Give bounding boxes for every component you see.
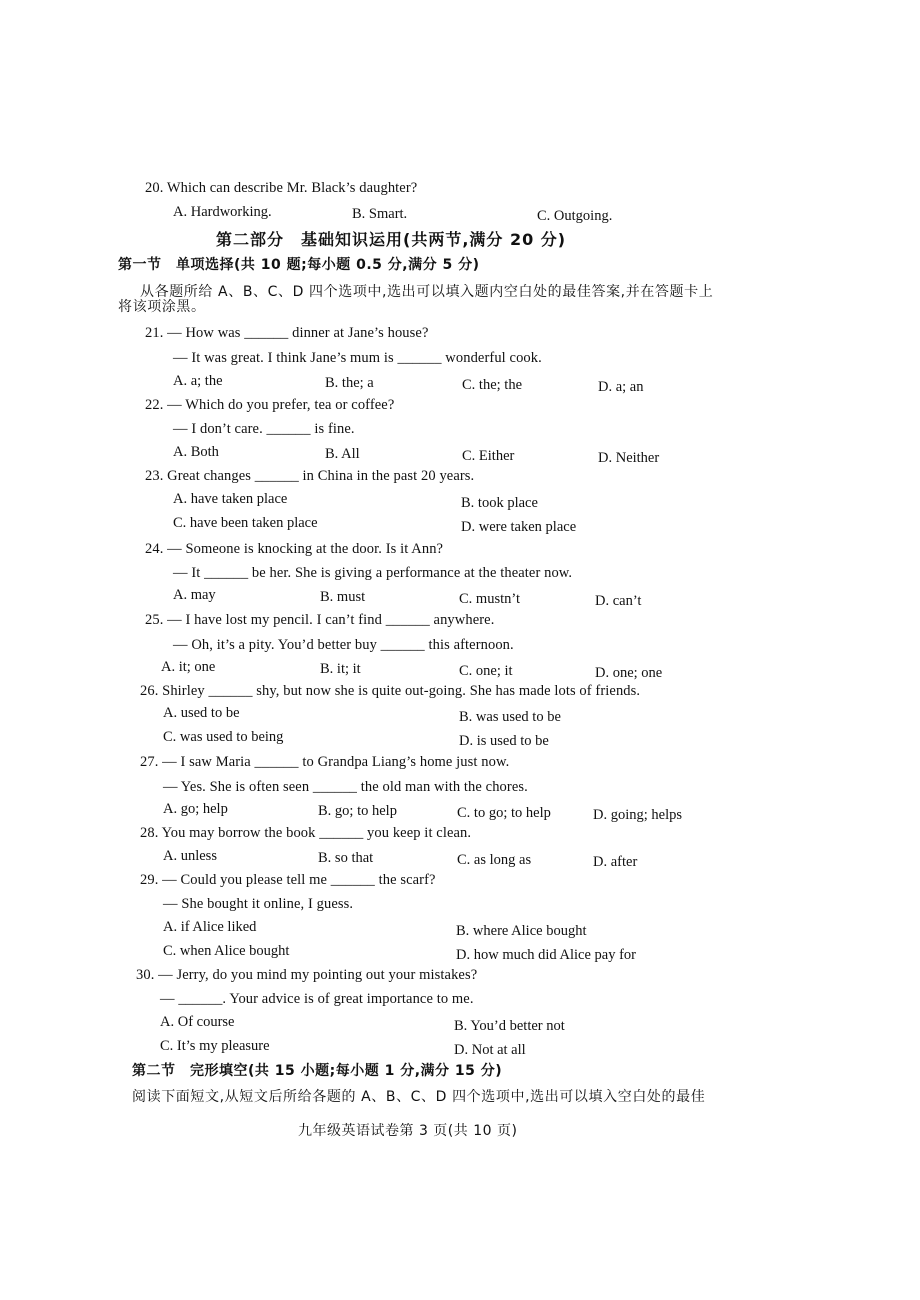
question-28-option-b: B. so that bbox=[318, 850, 374, 866]
question-25-line2: — Oh, it’s a pity. You’d better buy ______ this afternoon. bbox=[173, 637, 514, 653]
question-21-line2: — It was great. I think Jane’s mum is ______ wonderful cook. bbox=[173, 350, 542, 366]
section1-instructions-line2: 将该项涂黑。 bbox=[118, 299, 206, 315]
question-22-option-d: D. Neither bbox=[598, 450, 660, 466]
question-23-line1: 23. Great changes ______ in China in the past 20 years. bbox=[145, 468, 475, 484]
part2-title: 第二部分 基础知识运用(共两节,满分 20 分) bbox=[216, 230, 567, 249]
question-26-line1: 26. Shirley ______ shy, but now she is quite out-going. She has made lots of friends. bbox=[140, 683, 641, 699]
question-20-stem: 20. Which can describe Mr. Black’s daughter? bbox=[145, 180, 418, 196]
question-25-option-a: A. it; one bbox=[161, 659, 216, 675]
question-21-option-a: A. a; the bbox=[173, 373, 223, 389]
section1-instructions-line1: 从各题所给 A、B、C、D 四个选项中,选出可以填入题内空白处的最佳答案,并在答题卡上 bbox=[140, 284, 714, 300]
question-25-option-b: B. it; it bbox=[320, 661, 361, 677]
question-21-option-c: C. the; the bbox=[462, 377, 523, 393]
question-30-line1: 30. — Jerry, do you mind my pointing out your mistakes? bbox=[136, 967, 478, 983]
question-24-line2: — It ______ be her. She is giving a performance at the theater now. bbox=[173, 565, 573, 581]
question-29-option-d: D. how much did Alice pay for bbox=[456, 947, 637, 963]
question-26-option-b: B. was used to be bbox=[459, 709, 561, 725]
question-21-line1: 21. — How was ______ dinner at Jane’s house? bbox=[145, 325, 429, 341]
question-27-option-c: C. to go; to help bbox=[457, 805, 551, 821]
question-22-option-c: C. Either bbox=[462, 448, 515, 464]
question-27-option-b: B. go; to help bbox=[318, 803, 397, 819]
question-22-option-b: B. All bbox=[325, 446, 360, 462]
question-23-option-c: C. have been taken place bbox=[173, 515, 318, 531]
question-25-line1: 25. — I have lost my pencil. I can’t find ______ anywhere. bbox=[145, 612, 495, 628]
question-20-option-a: A. Hardworking. bbox=[173, 204, 272, 220]
page-footer: 九年级英语试卷第 3 页(共 10 页) bbox=[298, 1123, 518, 1139]
question-27-line1: 27. — I saw Maria ______ to Grandpa Liang’s home just now. bbox=[140, 754, 510, 770]
question-24-line1: 24. — Someone is knocking at the door. Is it Ann? bbox=[145, 541, 444, 557]
question-25-option-d: D. one; one bbox=[595, 665, 663, 681]
question-20-option-b: B. Smart. bbox=[352, 206, 408, 222]
question-22-line2: — I don’t care. ______ is fine. bbox=[173, 421, 355, 437]
question-24-option-b: B. must bbox=[320, 589, 366, 605]
question-20-option-c: C. Outgoing. bbox=[537, 208, 613, 224]
question-21-option-b: B. the; a bbox=[325, 375, 374, 391]
question-29-line2: — She bought it online, I guess. bbox=[163, 896, 354, 912]
question-30-option-a: A. Of course bbox=[160, 1014, 235, 1030]
section1-title: 第一节 单项选择(共 10 题;每小题 0.5 分,满分 5 分) bbox=[118, 257, 480, 273]
question-23-option-d: D. were taken place bbox=[461, 519, 577, 535]
question-24-option-c: C. mustn’t bbox=[459, 591, 520, 607]
question-29-line1: 29. — Could you please tell me ______ the scarf? bbox=[140, 872, 436, 888]
question-30-option-d: D. Not at all bbox=[454, 1042, 526, 1058]
question-21-option-d: D. a; an bbox=[598, 379, 644, 395]
question-28-line1: 28. You may borrow the book ______ you keep it clean. bbox=[140, 825, 472, 841]
question-23-option-b: B. took place bbox=[461, 495, 538, 511]
question-28-option-d: D. after bbox=[593, 854, 638, 870]
question-30-option-c: C. It’s my pleasure bbox=[160, 1038, 270, 1054]
question-26-option-d: D. is used to be bbox=[459, 733, 549, 749]
question-24-option-d: D. can’t bbox=[595, 593, 642, 609]
question-28-option-c: C. as long as bbox=[457, 852, 532, 868]
question-26-option-a: A. used to be bbox=[163, 705, 240, 721]
question-22-option-a: A. Both bbox=[173, 444, 219, 460]
question-30-option-b: B. You’d better not bbox=[454, 1018, 565, 1034]
question-23-option-a: A. have taken place bbox=[173, 491, 288, 507]
question-29-option-b: B. where Alice bought bbox=[456, 923, 587, 939]
question-27-line2: — Yes. She is often seen ______ the old man with the chores. bbox=[163, 779, 528, 795]
question-30-line2: — ______. Your advice is of great importance to me. bbox=[160, 991, 474, 1007]
question-24-option-a: A. may bbox=[173, 587, 216, 603]
question-27-option-a: A. go; help bbox=[163, 801, 228, 817]
question-29-option-a: A. if Alice liked bbox=[163, 919, 257, 935]
question-22-line1: 22. — Which do you prefer, tea or coffee? bbox=[145, 397, 395, 413]
section2-title: 第二节 完形填空(共 15 小题;每小题 1 分,满分 15 分) bbox=[132, 1063, 503, 1079]
section2-instructions: 阅读下面短文,从短文后所给各题的 A、B、C、D 四个选项中,选出可以填入空白处的最佳 bbox=[132, 1089, 706, 1105]
question-27-option-d: D. going; helps bbox=[593, 807, 683, 823]
question-25-option-c: C. one; it bbox=[459, 663, 513, 679]
question-28-option-a: A. unless bbox=[163, 848, 217, 864]
question-29-option-c: C. when Alice bought bbox=[163, 943, 290, 959]
question-26-option-c: C. was used to being bbox=[163, 729, 284, 745]
